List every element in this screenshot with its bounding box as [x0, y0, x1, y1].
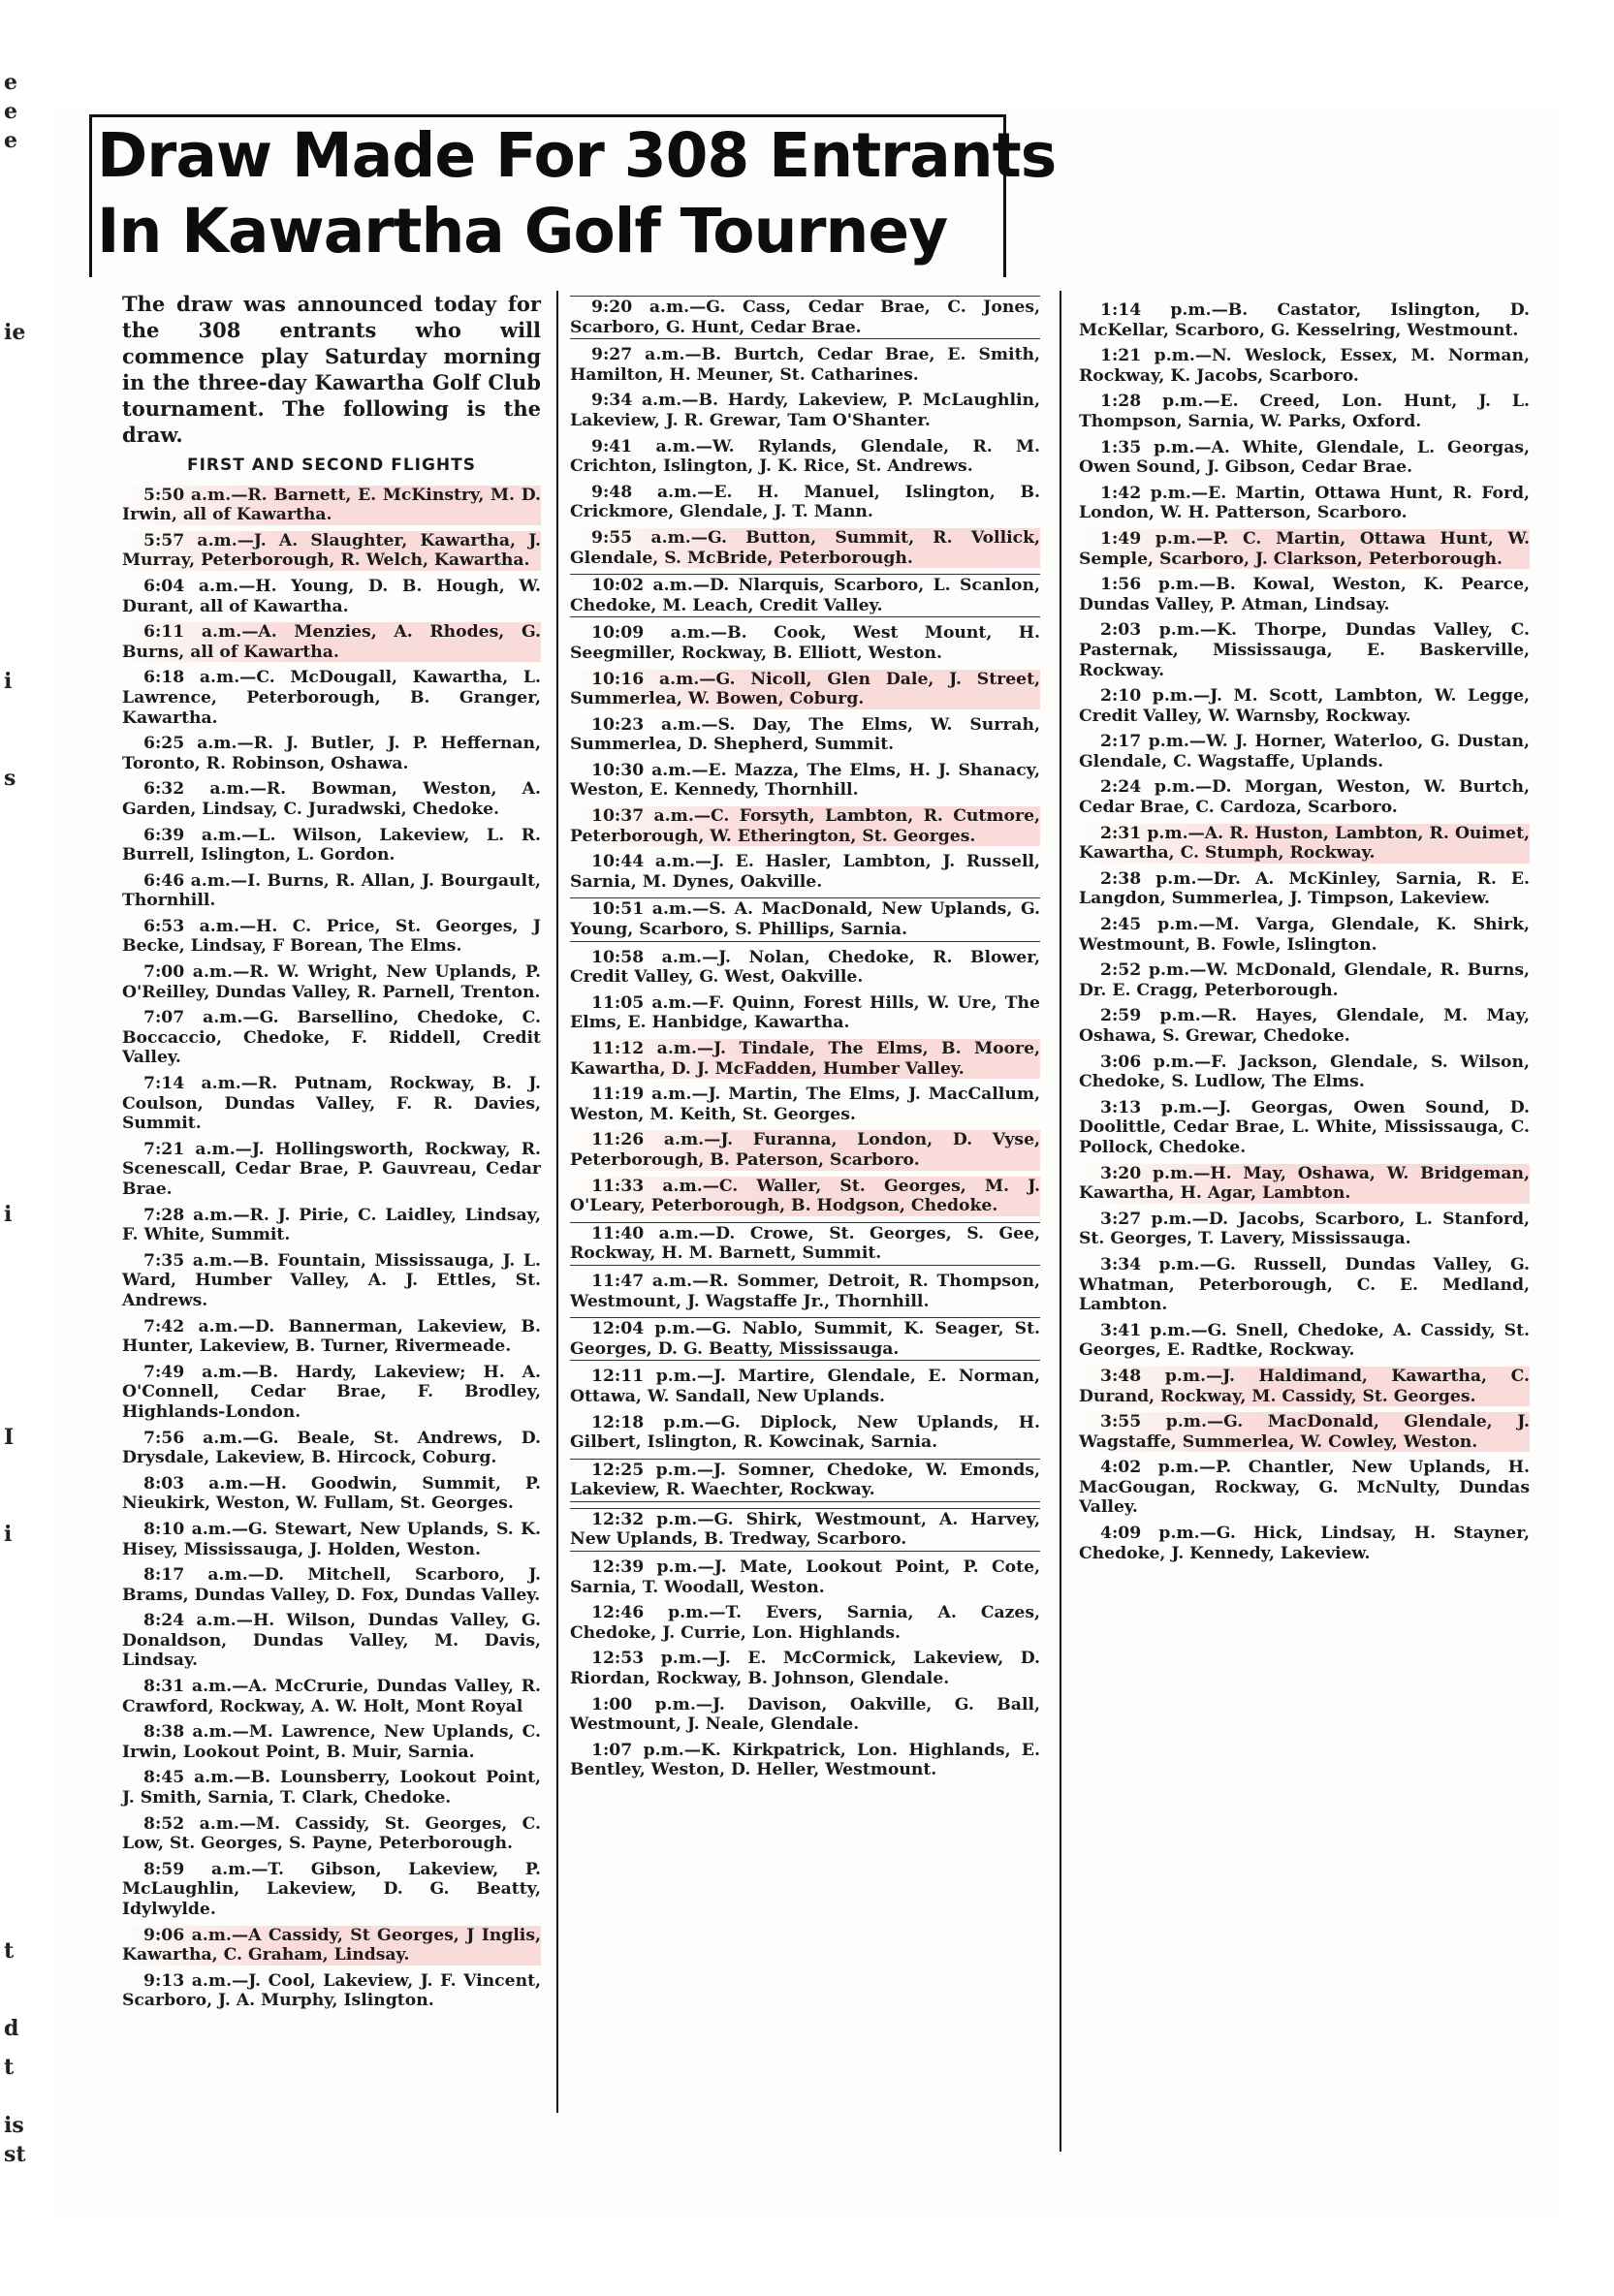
margin-fragment: i [4, 669, 13, 694]
margin-fragment: t [4, 2055, 15, 2080]
tee-time-entry: 5:57 a.m.—J. A. Slaughter, Kawartha, J. Murray, Peterborough, R. Welch, Kawartha. [122, 530, 541, 571]
tee-time-entry: 7:28 a.m.—R. J. Pirie, C. Laidley, Lindsay, F. White, Summit. [122, 1205, 541, 1245]
tee-time-entry: 9:48 a.m.—E. H. Manuel, Islington, B. Crickmore, Glendale, J. T. Mann. [570, 482, 1040, 522]
margin-fragment: is [4, 2113, 24, 2138]
margin-fragment: e [4, 99, 17, 124]
tee-time-entry: 7:49 a.m.—B. Hardy, Lakeview; H. A. O'Connell, Cedar Brae, F. Brodley, Highlands-London. [122, 1362, 541, 1422]
tee-time-entry: 5:50 a.m.—R. Barnett, E. McKinstry, M. D. Irwin, all of Kawartha. [122, 485, 541, 525]
tee-time-entry: 1:42 p.m.—E. Martin, Ottawa Hunt, R. Ford, London, W. H. Patterson, Scarboro. [1079, 483, 1530, 523]
tee-time-entry: 10:51 a.m.—S. A. MacDonald, New Uplands, G. Young, Scarboro, S. Phillips, Sarnia. [570, 897, 1040, 941]
tee-time-entry: 12:11 p.m.—J. Martire, Glendale, E. Norman, Ottawa, W. Sandall, New Uplands. [570, 1367, 1040, 1406]
tee-time-entry: 12:46 p.m.—T. Evers, Sarnia, A. Cazes, Chedoke, J. Currie, Lon. Highlands. [570, 1603, 1040, 1643]
margin-fragment: e [4, 70, 17, 95]
margin-fragment: t [4, 1938, 15, 1964]
margin-fragment: st [4, 2142, 26, 2167]
tee-time-entry: 12:39 p.m.—J. Mate, Lookout Point, P. Cote, Sarnia, T. Woodall, Weston. [570, 1557, 1040, 1597]
tee-time-entry: 9:34 a.m.—B. Hardy, Lakeview, P. McLaughlin, Lakeview, J. R. Grewar, Tam O'Shanter. [570, 391, 1040, 430]
tee-time-entry: 6:53 a.m.—H. C. Price, St. Georges, J Becke, Lindsay, F Borean, The Elms. [122, 916, 541, 957]
tee-time-entry: 6:46 a.m.—I. Burns, R. Allan, J. Bourgault, Thornhill. [122, 870, 541, 911]
tee-time-entry: 6:25 a.m.—R. J. Butler, J. P. Heffernan, Toronto, R. Robinson, Oshawa. [122, 734, 541, 773]
tee-time-entry: 1:28 p.m.—E. Creed, Lon. Hunt, J. L. Thompson, Sarnia, W. Parks, Oxford. [1079, 392, 1530, 431]
tee-time-entry: 1:14 p.m.—B. Castator, Islington, D. McKellar, Scarboro, G. Kesselring, Westmount. [1079, 300, 1530, 340]
margin-fragment: d [4, 2016, 19, 2041]
tee-time-entry: 7:56 a.m.—G. Beale, St. Andrews, D. Drysdale, Lakeview, B. Hircock, Coburg. [122, 1428, 541, 1468]
tee-time-entry: 7:42 a.m.—D. Bannerman, Lakeview, B. Hunter, Lakeview, B. Turner, Rivermeade. [122, 1316, 541, 1357]
tee-time-entry: 2:38 p.m.—Dr. A. McKinley, Sarnia, R. E. Langdon, Summerlea, J. Timpson, Lakeview. [1079, 868, 1530, 909]
tee-time-entry: 6:11 a.m.—A. Menzies, A. Rhodes, G. Burns, all of Kawartha. [122, 622, 541, 662]
tee-time-entry: 8:52 a.m.—M. Cassidy, St. Georges, C. Low, St. Georges, S. Payne, Peterborough. [122, 1813, 541, 1854]
column-3 [1079, 300, 1530, 1569]
margin-fragment: I [4, 1425, 15, 1450]
tee-time-entry: 2:03 p.m.—K. Thorpe, Dundas Valley, C. Pasternak, Mississauga, E. Baskerville, Rockway. [1079, 620, 1530, 680]
tee-time-entry: 2:45 p.m.—M. Varga, Glendale, K. Shirk, Westmount, B. Fowle, Islington. [1079, 915, 1530, 955]
tee-time-entry: 9:55 a.m.—G. Button, Summit, R. Vollick, Glendale, S. McBride, Peterborough. [570, 527, 1040, 568]
tee-time-entry: 8:03 a.m.—H. Goodwin, Summit, P. Nieukirk, Weston, W. Fullam, St. Georges. [122, 1473, 541, 1514]
tee-time-entry: 7:00 a.m.—R. W. Wright, New Uplands, P. O'Reilley, Dundas Valley, R. Parnell, Trenton. [122, 962, 541, 1002]
tee-time-entry: 11:26 a.m.—J. Furanna, London, D. Vyse, Peterborough, B. Paterson, Scarboro. [570, 1130, 1040, 1170]
tee-time-entry: 9:20 a.m.—G. Cass, Cedar Brae, C. Jones, Scarboro, G. Hunt, Cedar Brae. [570, 296, 1040, 339]
tee-time-entry: 6:39 a.m.—L. Wilson, Lakeview, L. R. Burrell, Islington, L. Gordon. [122, 825, 541, 865]
tee-time-entry: 9:13 a.m.—J. Cool, Lakeview, J. F. Vincent, Scarboro, J. A. Murphy, Islington. [122, 1970, 541, 2011]
column-2-entries [570, 296, 1040, 1780]
tee-time-entry: 10:37 a.m.—C. Forsyth, Lambton, R. Cutmore, Peterborough, W. Etherington, St. Georges. [570, 806, 1040, 846]
tee-time-entry: 7:35 a.m.—B. Fountain, Mississauga, J. L. Ward, Humber Valley, A. J. Ettles, St. Andrews. [122, 1250, 541, 1310]
tee-time-entry: 11:47 a.m.—R. Sommer, Detroit, R. Thompson, Westmount, J. Wagstaffe Jr., Thornhill. [570, 1271, 1040, 1311]
column-2 [570, 296, 1040, 1786]
column-3-entries [1079, 300, 1530, 1563]
margin-fragment: i [4, 1522, 13, 1547]
tee-time-entry: 12:53 p.m.—J. E. McCormick, Lakeview, D. Riordan, Rockway, B. Johnson, Glendale. [570, 1649, 1040, 1689]
tee-time-entry: 8:31 a.m.—A. McCrurie, Dundas Valley, R. Crawford, Rockway, A. W. Holt, Mont Royal [122, 1677, 541, 1716]
tee-time-entry: 11:33 a.m.—C. Waller, St. Georges, M. J. O'Leary, Peterborough, B. Hodgson, Chedoke. [570, 1176, 1040, 1216]
tee-time-entry: 7:21 a.m.—J. Hollingsworth, Rockway, R. Scenescall, Cedar Brae, P. Gauvreau, Cedar Brae. [122, 1139, 541, 1199]
tee-time-entry: 7:14 a.m.—R. Putnam, Rockway, B. J. Coulson, Dundas Valley, F. R. Davies, Summit. [122, 1074, 541, 1134]
tee-time-entry: 1:35 p.m.—A. White, Glendale, L. Georgas, Owen Sound, J. Gibson, Cedar Brae. [1079, 437, 1530, 478]
tee-time-entry: 2:17 p.m.—W. J. Horner, Waterloo, G. Dustan, Glendale, C. Wagstaffe, Uplands. [1079, 732, 1530, 771]
tee-time-entry: 4:02 p.m.—P. Chantler, New Uplands, H. MacGougan, Rockway, G. McNulty, Dundas Valley. [1079, 1458, 1530, 1518]
tee-time-entry: 2:59 p.m.—R. Hayes, Glendale, M. May, Oshawa, S. Grewar, Chedoke. [1079, 1006, 1530, 1046]
tee-time-entry: 3:48 p.m.—J. Haldimand, Kawartha, C. Durand, Rockway, M. Cassidy, St. Georges. [1079, 1366, 1530, 1406]
margin-fragment: s [4, 766, 16, 791]
column-1-entries [122, 486, 541, 2011]
tee-time-entry: 10:09 a.m.—B. Cook, West Mount, H. Seegmiller, Rockway, B. Elliott, Weston. [570, 623, 1040, 663]
tee-time-entry: 10:58 a.m.—J. Nolan, Chedoke, R. Blower, Credit Valley, G. West, Oakville. [570, 947, 1040, 988]
tee-time-entry: 12:25 p.m.—J. Somner, Chedoke, W. Emonds, Lakeview, R. Waechter, Rockway. [570, 1459, 1040, 1502]
tee-time-entry: 12:04 p.m.—G. Nablo, Summit, K. Seager, St. Georges, D. G. Beatty, Mississauga. [570, 1317, 1040, 1361]
tee-time-entry: 9:41 a.m.—W. Rylands, Glendale, R. M. Crichton, Islington, J. K. Rice, St. Andrews. [570, 436, 1040, 477]
tee-time-entry: 11:05 a.m.—F. Quinn, Forest Hills, W. Ure, The Elms, E. Hanbidge, Kawartha. [570, 992, 1040, 1033]
tee-time-entry: 4:09 p.m.—G. Hick, Lindsay, H. Stayner, Chedoke, J. Kennedy, Lakeview. [1079, 1524, 1530, 1563]
headline [97, 118, 1057, 269]
tee-time-entry: 1:49 p.m.—P. C. Martin, Ottawa Hunt, W. Semple, Scarboro, J. Clarkson, Peterborough. [1079, 528, 1530, 569]
tee-time-entry: 8:45 a.m.—B. Lounsberry, Lookout Point, J. Smith, Sarnia, T. Clark, Chedoke. [122, 1768, 541, 1808]
tee-time-entry: 8:59 a.m.—T. Gibson, Lakeview, P. McLaughlin, Lakeview, D. G. Beatty, Idylwylde. [122, 1859, 541, 1919]
tee-time-entry: 3:41 p.m.—G. Snell, Chedoke, A. Cassidy, St. Georges, E. Radtke, Rockway. [1079, 1320, 1530, 1361]
tee-time-entry: 11:12 a.m.—J. Tindale, The Elms, B. Moore, Kawartha, D. J. McFadden, Humber Valley. [570, 1039, 1040, 1079]
tee-time-entry: 1:07 p.m.—K. Kirkpatrick, Lon. Highlands, E. Bentley, Weston, D. Heller, Westmount. [570, 1740, 1040, 1780]
margin-fragment: ie [4, 320, 26, 345]
margin-fragment: e [4, 128, 17, 153]
headline-line-1: Draw Made For 308 Entrants [97, 120, 1057, 191]
tee-time-entry: 2:52 p.m.—W. McDonald, Glendale, R. Burns, Dr. E. Cragg, Peterborough. [1079, 960, 1530, 1000]
headline-line-2: In Kawartha Golf Tourney [97, 196, 948, 267]
tee-time-entry: 8:38 a.m.—M. Lawrence, New Uplands, C. Irwin, Lookout Point, B. Muir, Sarnia. [122, 1722, 541, 1762]
tee-time-entry: 10:30 a.m.—E. Mazza, The Elms, H. J. Shanacy, Weston, E. Kennedy, Thornhill. [570, 760, 1040, 801]
tee-time-entry: 6:18 a.m.—C. McDougall, Kawartha, L. Lawrence, Peterborough, B. Granger, Kawartha. [122, 668, 541, 728]
tee-time-entry: 12:18 p.m.—G. Diplock, New Uplands, H. Gilbert, Islington, R. Kowcinak, Sarnia. [570, 1412, 1040, 1453]
tee-time-entry: 3:55 p.m.—G. MacDonald, Glendale, J. Wagstaffe, Summerlea, W. Cowley, Weston. [1079, 1412, 1530, 1452]
tee-time-entry: 2:24 p.m.—D. Morgan, Weston, W. Burtch, Cedar Brae, C. Cardoza, Scarboro. [1079, 777, 1530, 818]
tee-time-entry: 3:06 p.m.—F. Jackson, Glendale, S. Wilson, Chedoke, S. Ludlow, The Elms. [1079, 1052, 1530, 1092]
column-rule [1060, 291, 1061, 2152]
column-1 [122, 291, 541, 2017]
tee-time-entry: 6:04 a.m.—H. Young, D. B. Hough, W. Durant, all of Kawartha. [122, 576, 541, 616]
tee-time-entry: 10:16 a.m.—G. Nicoll, Glen Dale, J. Street, Summerlea, W. Bowen, Coburg. [570, 669, 1040, 709]
tee-time-entry: 8:17 a.m.—D. Mitchell, Scarboro, J. Brams, Dundas Valley, D. Fox, Dundas Valley. [122, 1565, 541, 1605]
section-title: FIRST AND SECOND FLIGHTS [186, 456, 477, 475]
tee-time-entry: 1:21 p.m.—N. Weslock, Essex, M. Norman, Rockway, K. Jacobs, Scarboro. [1079, 346, 1530, 386]
column-rule [556, 291, 558, 2113]
tee-time-entry: 12:32 p.m.—G. Shirk, Westmount, A. Harvey, New Uplands, B. Tredway, Scarboro. [570, 1508, 1040, 1552]
tee-time-entry: 11:40 a.m.—D. Crowe, St. Georges, S. Gee, Rockway, H. M. Barnett, Summit. [570, 1222, 1040, 1266]
margin-fragments [0, 68, 47, 2200]
tee-time-entry: 3:13 p.m.—J. Georgas, Owen Sound, D. Doolittle, Cedar Brae, L. White, Mississauga, C. Pollock, Chedoke. [1079, 1097, 1530, 1157]
tee-time-entry: 3:27 p.m.—D. Jacobs, Scarboro, L. Stanford, St. Georges, T. Lavery, Mississauga. [1079, 1209, 1530, 1249]
intro-paragraph: The draw was announced today for the 308 entrants who will commence play Saturday morning in the three-day Kawartha Golf Club tournament. The following is the draw. [122, 292, 541, 447]
tee-time-entry: 9:06 a.m.—A Cassidy, St Georges, J Inglis, Kawartha, C. Graham, Lindsay. [122, 1925, 541, 1966]
tee-time-entry: 10:44 a.m.—J. E. Hasler, Lambton, J. Russell, Sarnia, M. Dynes, Oakville. [570, 852, 1040, 892]
tee-time-entry: 1:56 p.m.—B. Kowal, Weston, K. Pearce, Dundas Valley, P. Atman, Lindsay. [1079, 575, 1530, 614]
tee-time-entry: 9:27 a.m.—B. Burtch, Cedar Brae, E. Smith, Hamilton, H. Meuner, St. Catharines. [570, 345, 1040, 385]
tee-time-entry: 7:07 a.m.—G. Barsellino, Chedoke, C. Boccaccio, Chedoke, F. Riddell, Credit Valley. [122, 1008, 541, 1068]
tee-time-entry: 11:19 a.m.—J. Martin, The Elms, J. MacCallum, Weston, M. Keith, St. Georges. [570, 1085, 1040, 1124]
tee-time-entry: 3:34 p.m.—G. Russell, Dundas Valley, G. Whatman, Peterborough, C. E. Medland, Lambton. [1079, 1254, 1530, 1315]
tee-time-entry: 1:00 p.m.—J. Davison, Oakville, G. Ball, Westmount, J. Neale, Glendale. [570, 1694, 1040, 1735]
tee-time-entry: 8:10 a.m.—G. Stewart, New Uplands, S. K. Hisey, Mississauga, J. Holden, Weston. [122, 1519, 541, 1559]
tee-time-entry: 6:32 a.m.—R. Bowman, Weston, A. Garden, Lindsay, C. Juradwski, Chedoke. [122, 779, 541, 819]
tee-time-entry: 8:24 a.m.—H. Wilson, Dundas Valley, G. Donaldson, Dundas Valley, M. Davis, Lindsay. [122, 1611, 541, 1671]
tee-time-entry: 2:31 p.m.—A. R. Huston, Lambton, R. Ouimet, Kawartha, C. Stumph, Rockway. [1079, 823, 1530, 864]
margin-fragment: i [4, 1202, 13, 1227]
tee-time-entry: 10:02 a.m.—D. Nlarquis, Scarboro, L. Scanlon, Chedoke, M. Leach, Credit Valley. [570, 574, 1040, 617]
tee-time-entry: 2:10 p.m.—J. M. Scott, Lambton, W. Legge, Credit Valley, W. Warnsby, Rockway. [1079, 686, 1530, 726]
tee-time-entry: 10:23 a.m.—S. Day, The Elms, W. Surrah, Summerlea, D. Shepherd, Summit. [570, 714, 1040, 755]
tee-time-entry: 3:20 p.m.—H. May, Oshawa, W. Bridgeman, Kawartha, H. Agar, Lambton. [1079, 1163, 1530, 1204]
